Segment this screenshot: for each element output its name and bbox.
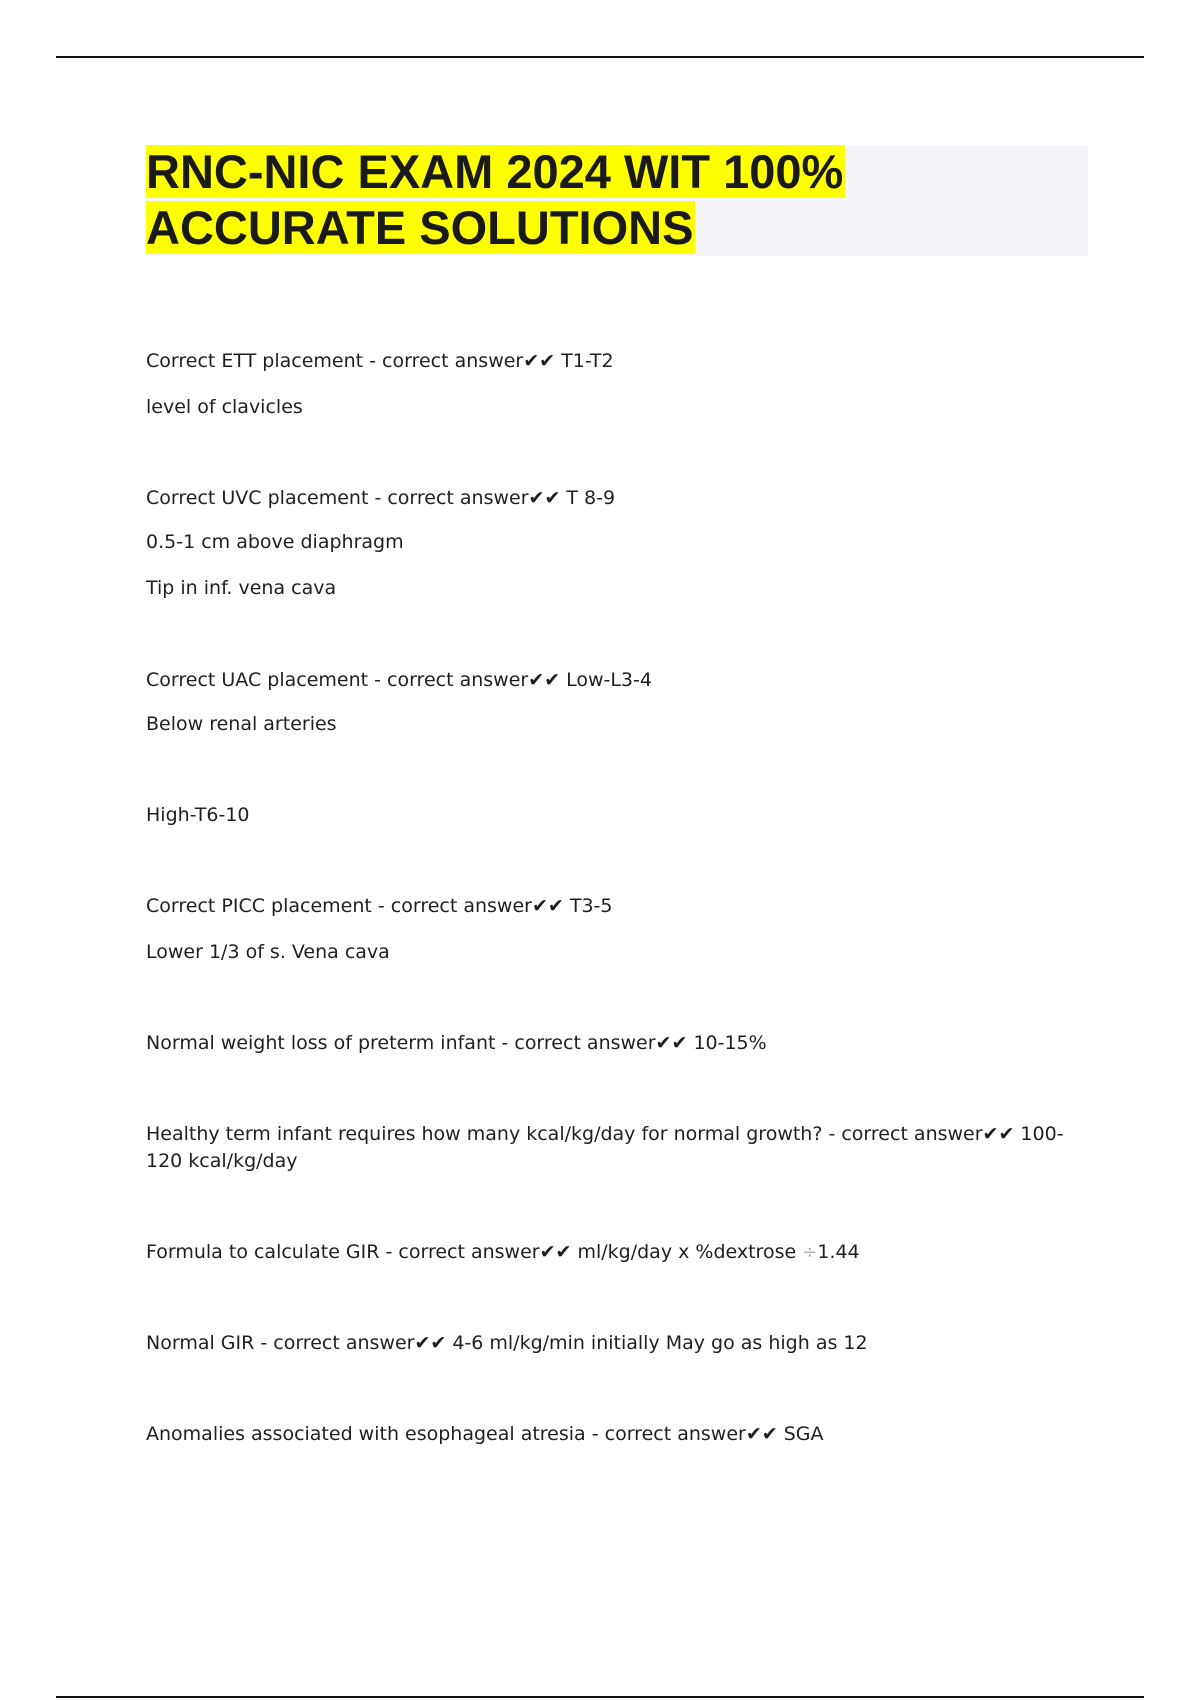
qa-question: Correct ETT placement - correct answer✔✔ T1-T2 bbox=[146, 350, 614, 372]
title-line-2: ACCURATE SOLUTIONS bbox=[146, 201, 694, 254]
divide-symbol: ÷ bbox=[802, 1242, 818, 1263]
top-rule bbox=[56, 56, 1144, 58]
page-title bbox=[146, 144, 1046, 256]
qa-question-suffix: 1.44 bbox=[817, 1241, 860, 1263]
qa-detail: level of clavicles bbox=[146, 396, 303, 418]
qa-question: Normal weight loss of preterm infant - correct answer✔✔ 10-15% bbox=[146, 1032, 767, 1054]
title-line-1: RNC-NIC EXAM 2024 WIT 100% bbox=[146, 145, 844, 198]
qa-question: Healthy term infant requires how many kcal/kg/day for normal growth? - correct answer✔✔ 100-120 kcal/kg/day bbox=[146, 1123, 1064, 1172]
qa-question: Normal GIR - correct answer✔✔ 4-6 ml/kg/min initially May go as high as 12 bbox=[146, 1332, 868, 1354]
qa-question: Anomalies associated with esophageal atresia - correct answer✔✔ SGA bbox=[146, 1423, 824, 1445]
qa-detail: High-T6-10 bbox=[146, 804, 250, 826]
qa-detail: Below renal arteries bbox=[146, 713, 337, 735]
qa-question bbox=[146, 1239, 860, 1266]
qa-detail: Lower 1/3 of s. Vena cava bbox=[146, 941, 390, 963]
qa-question: Correct UAC placement - correct answer✔✔ Low-L3-4 bbox=[146, 669, 652, 691]
qa-question-text: Formula to calculate GIR - correct answer✔✔ ml/kg/day x %dextrose bbox=[146, 1241, 803, 1263]
qa-question: Correct UVC placement - correct answer✔✔ T 8-9 bbox=[146, 487, 616, 509]
qa-question: Correct PICC placement - correct answer✔✔ T3-5 bbox=[146, 895, 613, 917]
bottom-rule bbox=[56, 1696, 1144, 1698]
qa-detail: 0.5-1 cm above diaphragm bbox=[146, 531, 404, 553]
qa-detail: Tip in inf. vena cava bbox=[146, 577, 337, 599]
